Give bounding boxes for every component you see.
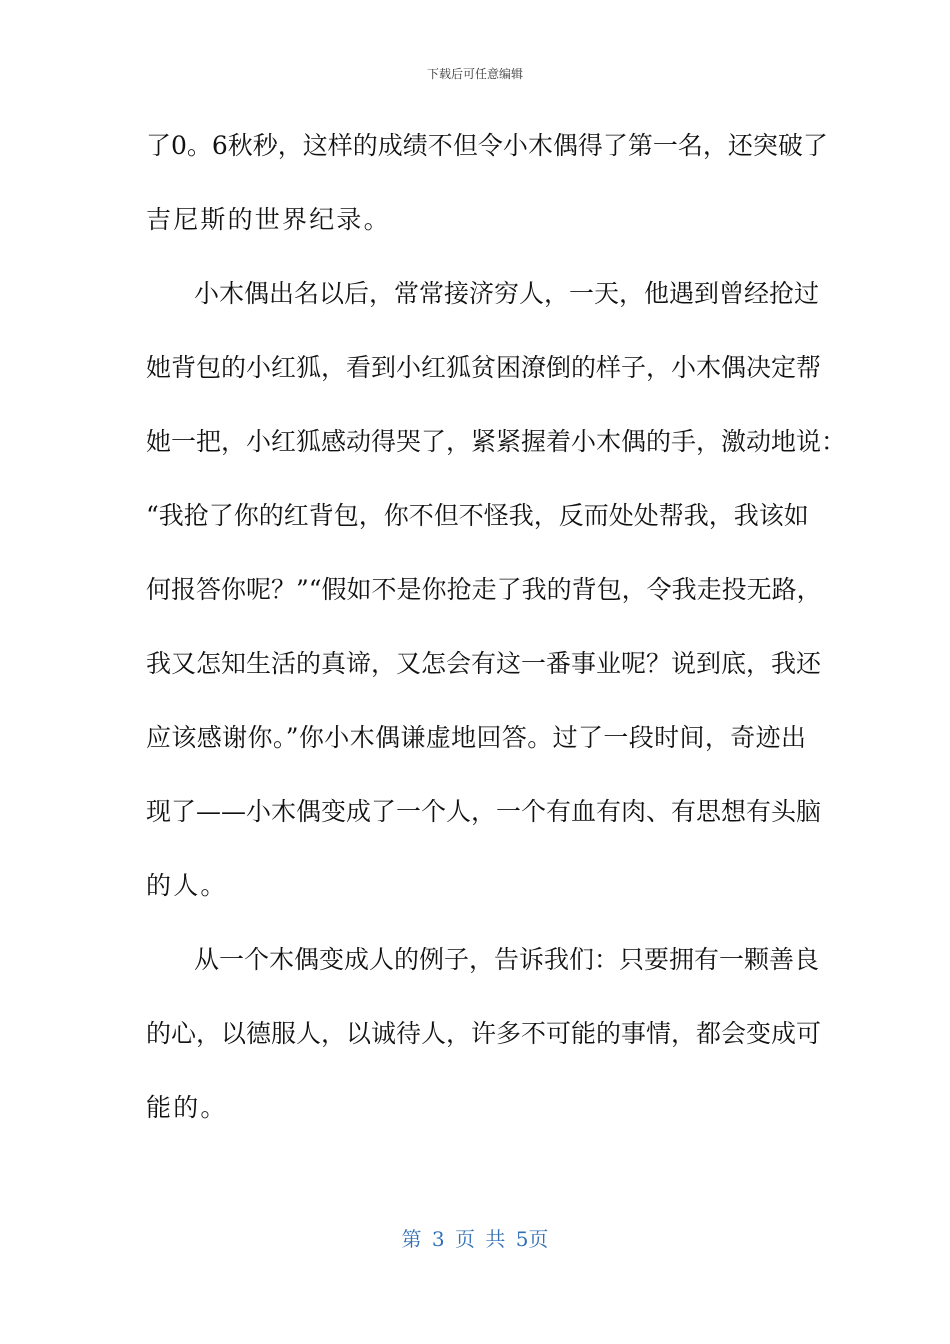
- document-body: [146, 118, 847, 1154]
- text-line: 现了——小木偶变成了一个人，一个有血有肉、有思想有头脑: [146, 797, 822, 826]
- text-line: 了0。6秋秒，这样的成绩不但令小木偶得了第一名，还突破了: [146, 131, 828, 160]
- page-number-footer: 第 3 页 共 5页: [401, 1227, 549, 1251]
- text-line: 的人。: [146, 871, 228, 900]
- text-line: 能的。: [146, 1093, 228, 1122]
- text-line: 应该感谢你。”你小木偶谦虚地回答。过了一段时间，奇迹出: [146, 723, 806, 752]
- text-line: 吉尼斯的世界纪录。: [146, 205, 391, 234]
- text-line: 小木偶出名以后，常常接济穷人，一天，他遇到曾经抢过: [194, 279, 820, 308]
- page-header: 下载后可任意编辑: [426, 67, 523, 81]
- text-line: 我又怎知生活的真谛，又怎会有这一番事业呢？说到底，我还: [146, 649, 822, 678]
- text-line: “我抢了你的红背包，你不但不怪我，反而处处帮我，我该如: [146, 501, 809, 530]
- text-line: 从一个木偶变成人的例子，告诉我们：只要拥有一颗善良: [194, 945, 820, 974]
- text-line: 何报答你呢？”“假如不是你抢走了我的背包，令我走投无路，: [146, 575, 822, 604]
- text-line: 她一把，小红狐感动得哭了，紧紧握着小木偶的手，激动地说：: [146, 427, 847, 456]
- text-line: 她背包的小红狐，看到小红狐贫困潦倒的样子，小木偶决定帮: [146, 353, 822, 382]
- text-line: 的心，以德服人，以诚待人，许多不可能的事情，都会变成可: [146, 1019, 822, 1048]
